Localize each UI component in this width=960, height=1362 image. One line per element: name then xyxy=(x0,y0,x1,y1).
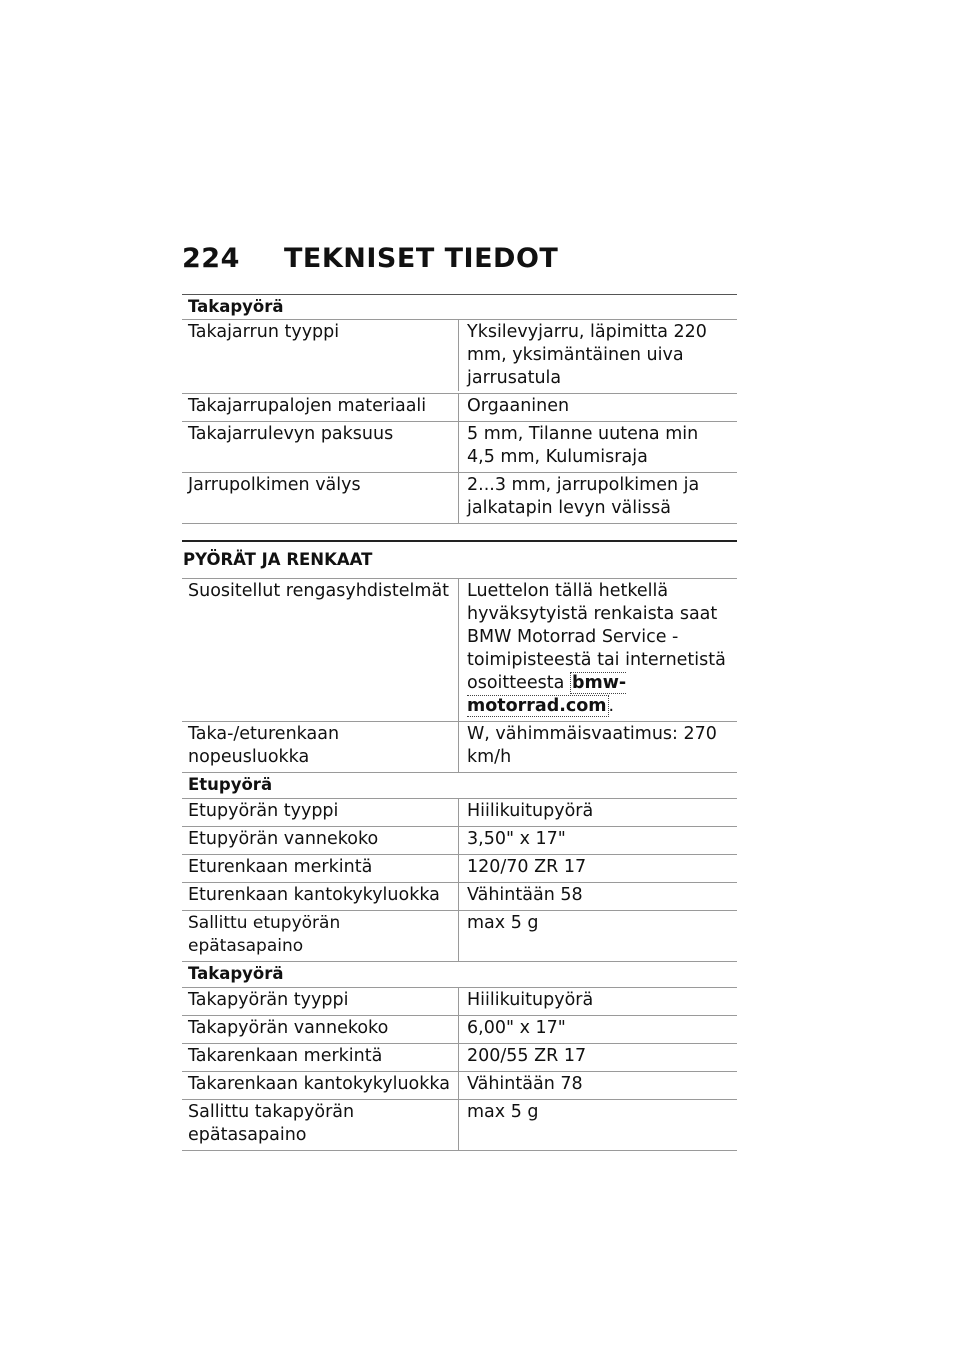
table-row xyxy=(182,320,737,394)
table-row xyxy=(182,578,737,722)
row-value: Vähintään 58 xyxy=(467,885,583,905)
row-label: Jarrupolkimen välys xyxy=(182,473,459,523)
table-row xyxy=(182,722,737,773)
table-row xyxy=(182,988,737,1016)
rear-brake-title: Takapyörä xyxy=(182,294,737,320)
table-row xyxy=(182,911,737,962)
table-row xyxy=(182,799,737,827)
row-label: Sallittu takapyörän epätasapaino xyxy=(182,1100,459,1150)
table-row xyxy=(182,394,737,422)
recommended-text: Luettelon tällä hetkellä hyväksytyistä renkaista saat BMW Motorrad Service -toimipisteestä tai internetistä osoitteesta xyxy=(467,581,726,693)
row-value: Vähintään 78 xyxy=(467,1074,583,1094)
row-label: Etupyörän vannekoko xyxy=(182,827,459,854)
row-label: Suositellut rengasyhdistelmät xyxy=(182,579,459,721)
page-title: TEKNISET TIEDOT xyxy=(284,243,559,274)
bmw-motorrad-link[interactable]: bmw-motorrad.com xyxy=(467,673,627,716)
row-label: Takajarrulevyn paksuus xyxy=(182,422,459,472)
table-row xyxy=(182,827,737,855)
row-label: Etupyörän tyyppi xyxy=(182,799,459,826)
row-label: Takapyörän vannekoko xyxy=(182,1016,459,1043)
table-row xyxy=(182,1100,737,1151)
row-label: Takajarrupalojen materiaali xyxy=(182,394,459,421)
front-wheel-title: Etupyörä xyxy=(182,773,737,799)
row-label: Takapyörän tyyppi xyxy=(182,988,459,1015)
row-value: Hiilikuitupyörä xyxy=(467,990,594,1010)
page-number: 224 xyxy=(182,243,240,274)
row-value: W, vähimmäisvaatimus: 270 km/h xyxy=(467,724,717,767)
row-label: Taka-/eturenkaan nopeusluokka xyxy=(182,722,459,772)
row-value: Yksilevyjarru, läpimitta 220 mm, yksimäntäinen uiva jarrusatula xyxy=(467,322,707,388)
row-label: Takarenkaan kantokykyluokka xyxy=(182,1072,459,1099)
row-value: 120/70 ZR 17 xyxy=(467,857,587,877)
table-row xyxy=(182,1072,737,1100)
row-value: 2...3 mm, jarrupolkimen ja jalkatapin levyn välissä xyxy=(467,475,700,518)
row-value: max 5 g xyxy=(467,1102,539,1122)
row-label: Eturenkaan kantokykyluokka xyxy=(182,883,459,910)
page-header xyxy=(182,243,558,274)
table-row xyxy=(182,883,737,911)
link-suffix: . xyxy=(608,696,615,716)
row-value xyxy=(459,579,737,721)
row-value: max 5 g xyxy=(467,913,539,933)
table-row xyxy=(182,473,737,524)
table-row xyxy=(182,1016,737,1044)
row-value: 6,00" x 17" xyxy=(467,1018,566,1038)
row-label: Takajarrun tyyppi xyxy=(182,320,459,391)
row-value: 200/55 ZR 17 xyxy=(467,1046,587,1066)
table-row xyxy=(182,1044,737,1072)
spec-content xyxy=(182,294,737,1151)
row-value: 5 mm, Tilanne uutena min 4,5 mm, Kulumisraja xyxy=(467,424,699,467)
section-title: PYÖRÄT JA RENKAAT xyxy=(183,550,373,569)
row-value: 3,50" x 17" xyxy=(467,829,566,849)
row-label: Takarenkaan merkintä xyxy=(182,1044,459,1071)
table-row xyxy=(182,422,737,473)
row-label: Sallittu etupyörän epätasapaino xyxy=(182,911,459,961)
row-value: Orgaaninen xyxy=(467,396,570,416)
rear-wheel-title: Takapyörä xyxy=(182,962,737,988)
row-label: Eturenkaan merkintä xyxy=(182,855,459,882)
table-row xyxy=(182,855,737,883)
row-value: Hiilikuitupyörä xyxy=(467,801,594,821)
